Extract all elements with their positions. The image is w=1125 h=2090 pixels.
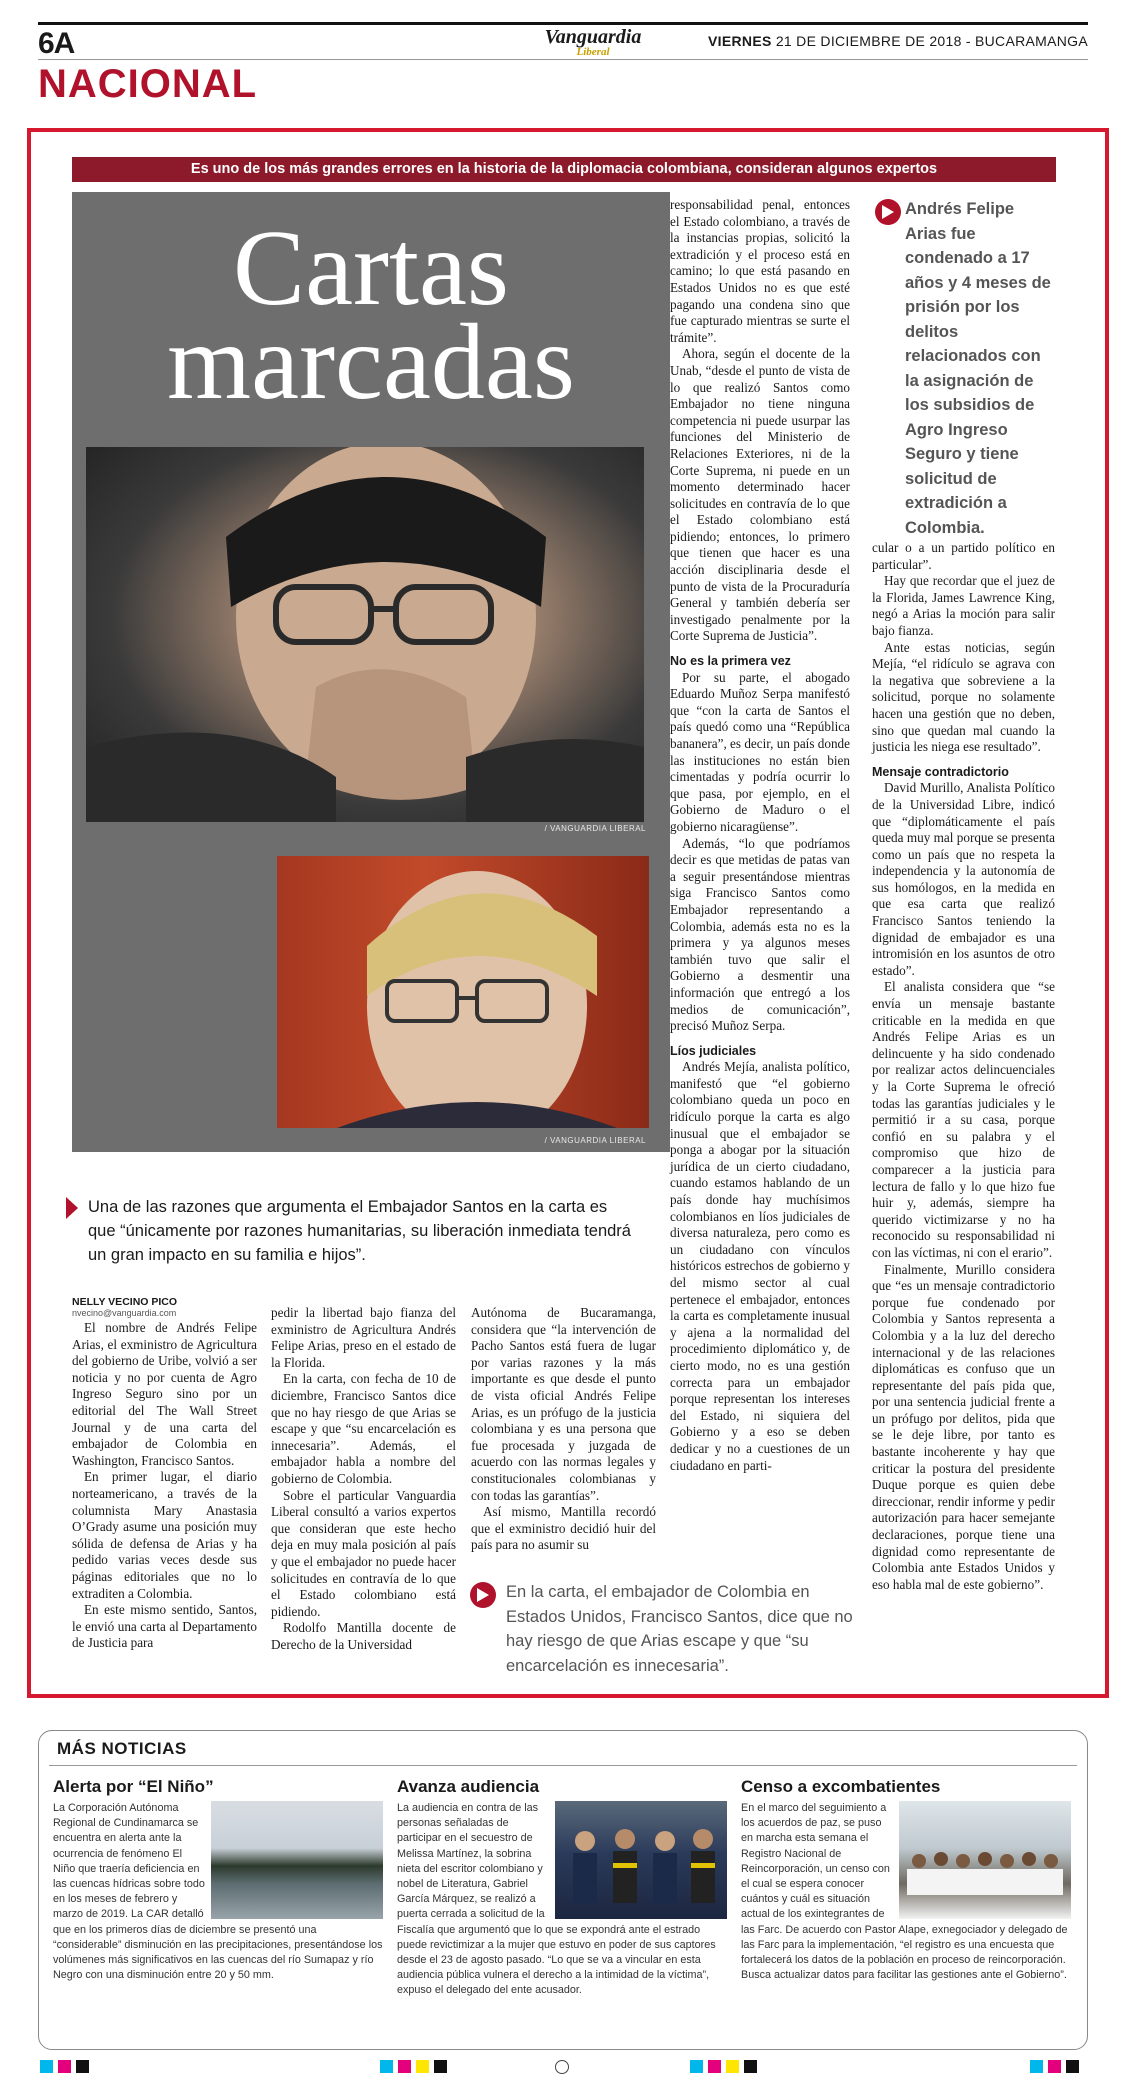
paragraph: En primer lugar, el diario norteamericano, a través de la columnista Mary Anastasia O’Grady asume una posición muy sólida de defensa de Arias y ha pedido varias veces desde sus páginas editoriales que no lo extraditen a Colombia. bbox=[72, 1469, 257, 1601]
news-item-title[interactable]: Alerta por “El Niño” bbox=[53, 1777, 214, 1796]
paragraph: Por su parte, el abogado Eduardo Muñoz Serpa manifestó que “con la carta de Santos el país quedó como una “República bananera”, es decir, un país donde las instituciones no están bien cimentadas y podría ocurrir lo que pasa, por ejemplo, en el Gobierno de Maduro o el gobierno nicaragüense”. bbox=[670, 669, 850, 834]
byline bbox=[72, 1296, 177, 1318]
section-title: NACIONAL bbox=[38, 62, 258, 106]
body-column-1 bbox=[72, 1320, 257, 1652]
logo-main: Vanguardia bbox=[544, 26, 642, 48]
headline-line-1: Cartas bbox=[233, 209, 509, 328]
portrait-illustration-1 bbox=[86, 447, 644, 822]
news-item-audiencia[interactable] bbox=[397, 1777, 727, 1999]
news-item-censo[interactable] bbox=[741, 1777, 1071, 1983]
pull-quote-1 bbox=[72, 1195, 632, 1267]
newspaper-logo bbox=[533, 27, 653, 57]
article-kicker: Es uno de los más grandes errores en la historia de la diplomacia colombiana, consideran algunos expertos bbox=[72, 157, 1056, 182]
news-item-body bbox=[741, 1801, 1071, 1983]
more-news-box bbox=[38, 1730, 1088, 2050]
paragraph: pedir la libertad bajo fianza del exministro de Agricultura Andrés Felipe Arias, preso en el estado de la Florida. bbox=[271, 1305, 456, 1370]
paragraph: Además, “lo que podríamos decir es que metidas de patas van a seguir presentándose mientras siga Francisco Santos como Embajador representando a Colombia, además esta no es la primera y ya algunos meses también tuvo que salir el Gobierno a desmentir una información que entregó a los medios de comunicación”, precisó Muñoz Serpa. bbox=[670, 835, 850, 1034]
divider bbox=[49, 1765, 1077, 1766]
portrait-illustration-2 bbox=[277, 856, 649, 1128]
police-photo bbox=[555, 1801, 727, 1919]
paragraph: El analista considera que “se envía un mensaje bastante criticable en la medida en que Andrés Felipe Arias es un delincuente y ha sido condenado por realizar actos delincuenciales y la Corte Suprema le ofreció todas las garantías judiciales y le permitió ir a su casa, porque confió en su palabra y el compromiso que hizo de comparecer a la justicia para lectura de fallo y lo que hizo fue huir y, además, siempre ha querido victimizarse y no ha reconocido su responsabilidad ni con las víctimas, ni con el erario”. bbox=[872, 979, 1055, 1260]
paragraph: El nombre de Andrés Felipe Arias, el exministro de Agricultura del gobierno de Uribe, volvió a ser noticia y no por cuenta de Agro Ingreso Seguro sino por un editorial del The Wall Street Journal y de una carta del embajador de Colombia en Washington, Francisco Santos. bbox=[72, 1320, 257, 1468]
photo-credit-1: / VANGUARDIA LIBERAL bbox=[544, 824, 646, 833]
paragraph: cular o a un partido político en particular”. bbox=[872, 540, 1055, 572]
paragraph: Así mismo, Mantilla recordó que el exministro decidió huir del país para no asumir su bbox=[471, 1504, 656, 1553]
pull-quote-2-text: Andrés Felipe Arias fue condenado a 17 años y 4 meses de prisión por los delitos relacionados con la asignación de los subsidios de Agro Ingreso Seguro y tiene solicitud de extradición a Colombia. bbox=[905, 200, 1051, 537]
body-column-4 bbox=[670, 197, 850, 1474]
arrow-circle-icon bbox=[875, 199, 901, 225]
news-item-text: La Corporación Autónoma Regional de Cundinamarca se encuentra en alerta ante la ocurrencia de fenómeno El Niño que traería deficiencia en las cuencas hídricas sobre todo en los meses de febrero y marzo de 2019. La CAR detalló que en los primeros días de diciembre se presentó una “considerable” disminución en las precipitaciones, presentándose los volúmenes más significativos en las cuencas del río Sumapaz y río Negro con una disminución entre 20 y 50 mm. bbox=[53, 1802, 383, 1982]
pull-quote-1-text: Una de las razones que argumenta el Embajador Santos en la carta es que “únicamente por razones humanitarias, su liberación inmediata tendrá un gran impacto en su familia e hijos”. bbox=[88, 1198, 631, 1264]
pull-quote-3-text: En la carta, el embajador de Colombia en Estados Unidos, Francisco Santos, dice que no hay riesgo de que Arias escape y que “su encarcelación es innecesaria”. bbox=[506, 1583, 853, 1675]
article-headline bbox=[72, 209, 670, 422]
group-illustration bbox=[899, 1801, 1071, 1919]
dateline bbox=[708, 33, 1088, 49]
logo-sub: Liberal bbox=[576, 46, 610, 58]
news-item-body bbox=[397, 1801, 727, 1999]
paragraph: Andrés Mejía, analista político, manifestó que “el gobierno colombiano queda un poco en ridículo porque la carta es algo inusual que el embajador se ponga a abogar por la situación jurídica de un cierto ciudadano, cuando estamos hablando de un país donde hay muchísimos colombianos en líos judiciales de diversa naturaleza, pero como es un ciudadano con vínculos históricos estrechos de gobierno y del mismo sector al cual pertenece el embajador, entonces la carta es completamente inusual y ajena a la normalidad del procedimiento diplomático y, de cierto modo, no es una gestión correcta para un embajador porque representan los intereses del Estado, ni siquiera del Gobierno y a eso se deben dedicar y no a cuestiones de un ciudadano en parti- bbox=[670, 1059, 850, 1473]
paragraph: Ahora, según el docente de la Unab, “desde el punto de vista de lo que realizó Santos como Embajador no tiene ninguna competencia ni puede usurpar las funciones del Ministerio de Relaciones Exteriores, ni de la Corte Suprema, ni puede en un momento determinado hacer solicitudes en contravía de lo que el Estado colombiano está pidiendo; entonces, lo primero que tienen que hacer es una acción disciplinaria desde el punto de vista de la Procuraduría General y también debería ser investigado penalmente por la Corte Suprema de Justicia”. bbox=[670, 346, 850, 644]
news-item-title[interactable]: Avanza audiencia bbox=[397, 1777, 540, 1796]
news-item-body bbox=[53, 1801, 383, 1983]
news-item-title[interactable]: Censo a excombatientes bbox=[741, 1777, 941, 1796]
body-column-2 bbox=[271, 1305, 456, 1653]
news-item-text: La audiencia en contra de las personas señaladas de participar en el secuestro de Melissa Martínez, la sobrina nieta del escritor colombiano y nobel de Literatura, Gabriel García Márquez, se realizó a puerta cerrada a solicitud de la Fiscalía que argumentó que lo que se expondrá ante el estrado puede revictimizar a la mujer que estuvo en poder de sus captores desde el 23 de agosto pasado. “Lo que se va a vincular en esta audiencia pública vulnera el derecho a la intimidad de la víctima”, expuso el delegado del ente acusador. bbox=[397, 1802, 716, 1997]
news-item-el-nino[interactable] bbox=[53, 1777, 383, 1983]
date-rest: 21 DE DICIEMBRE DE 2018 - BUCARAMANGA bbox=[775, 33, 1088, 49]
registration-target-icon bbox=[555, 2060, 569, 2074]
page-number: 6A bbox=[38, 27, 75, 60]
photo-credit-2: / VANGUARDIA LIBERAL bbox=[544, 1136, 646, 1145]
subhead: No es la primera vez bbox=[670, 654, 791, 669]
photo-andres-felipe-arias bbox=[86, 447, 644, 822]
author-name: NELLY VECINO PICO bbox=[72, 1296, 178, 1308]
paragraph: Ante estas noticias, según Mejía, “el ridículo se agrava con la negativa que sobreviene a la solicitud, porque no solamente hacen una gestión que no deben, sino que quedan mal cuando la justicia les niega ese resultado”. bbox=[872, 639, 1055, 755]
paragraph: responsabilidad penal, entonces el Estado colombiano, a través de la instancias propias, solicitó la extradición y el proceso está en camino; lo que está pasando en Estados Unidos no es que esté pagando una condena sino que fue capturado mientras se surte el trámite”. bbox=[670, 197, 850, 345]
subhead: Mensaje contradictorio bbox=[872, 764, 1009, 779]
news-item-text: En el marco del seguimiento a los acuerdos de paz, se puso en marcha esta semana el Registro Nacional de Reincorporación, un censo con el cual se espera conocer cuántos y cuál es situación actual de los exintegrantes de las Farc. De acuerdo con Pastor Alape, exnegociador y delegado de las Farc para la implementación, “el registro es una encuesta que fortalecerá los datos de la población en proceso de reincorporación. Busca actualizar datos para facilitar las gestiones ante el Gobierno”. bbox=[741, 1802, 1068, 1982]
date-day: VIERNES bbox=[708, 33, 772, 49]
more-news-title: MÁS NOTICIAS bbox=[57, 1739, 187, 1758]
excombatants-photo bbox=[899, 1801, 1071, 1919]
headline-line-2: marcadas bbox=[167, 303, 575, 422]
paragraph: Autónoma de Bucaramanga, considera que “la intervención de Pacho Santos está fuera de lugar por varias razones y la más importante es que desde el punto de vista oficial Andrés Felipe Arias, es un prófugo de la justicia colombiana y es una persona que fue procesada y juzgada de acuerdo con las normas legales y constitucionales colombianas y con todas las garantías”. bbox=[471, 1305, 656, 1503]
quote-marker-icon bbox=[66, 1197, 78, 1219]
paragraph: Finalmente, Murillo considera que “es un mensaje contradictorio porque fue condenado por Colombia y Santos representa a Colombia y a la luz del derecho internacional y de las relaciones diplomáticas es confuso que un representante del país pida que, por una sentencia judicial frente a un prófugo por delitos, pida que se le deje libre, por tanto es bastante incoherente y hay que criticar la postura del presidente Duque porque es quien debe direccionar, rendir informe y pedir autorización para hacer semejante declaraciones, porque tiene una dignidad como representante de Colombia ante Estados Unidos y eso habla mal de este gobierno”. bbox=[872, 1261, 1055, 1592]
pull-quote-3 bbox=[470, 1580, 860, 1678]
paragraph: Sobre el particular Vanguardia Liberal consultó a varios expertos que consideran que este hecho deja en muy mala posición al país y que el embajador no puede hacer solicitudes en contravía de lo que el Estado colombiano está pidiendo. bbox=[271, 1487, 456, 1619]
hero-panel bbox=[72, 192, 670, 1152]
pull-quote-2 bbox=[875, 197, 1057, 540]
arrow-circle-icon bbox=[470, 1582, 496, 1608]
paragraph: En la carta, con fecha de 10 de diciembre, Francisco Santos dice que no hay riesgo de que Arias se escape y que “su encarcelación es innecesaria”. Además, el embajador habla a nombre del gobierno de Colombia. bbox=[271, 1371, 456, 1486]
photo-francisco-santos bbox=[277, 856, 649, 1128]
paragraph: En este mismo sentido, Santos, le envió una carta al Departamento de Justicia para bbox=[72, 1602, 257, 1651]
print-registration-bar bbox=[0, 2060, 1125, 2074]
body-column-5 bbox=[872, 540, 1055, 1593]
paragraph: David Murillo, Analista Político de la Universidad Libre, indicó que “diplomáticamente el país queda muy mal porque se presenta como un país que no respeta la independencia y la autonomía de sus homólogos, en la medida en que esa carta que realizó Francisco Santos teniendo la dignidad de embajador es una intromisión en los asuntos de otro estado”. bbox=[872, 780, 1055, 978]
lake-photo bbox=[211, 1801, 383, 1919]
subhead: Líos judiciales bbox=[670, 1043, 757, 1058]
paragraph: Rodolfo Mantilla docente de Derecho de la Universidad bbox=[271, 1620, 456, 1652]
body-column-3 bbox=[471, 1305, 656, 1554]
page-header bbox=[38, 22, 1088, 60]
paragraph: Hay que recordar que el juez de la Florida, James Lawrence King, negó a Arias la moción para salir bajo fianza. bbox=[872, 573, 1055, 638]
police-figures-illustration bbox=[555, 1801, 727, 1919]
author-email[interactable]: nvecino@vanguardia.com bbox=[72, 1308, 177, 1318]
